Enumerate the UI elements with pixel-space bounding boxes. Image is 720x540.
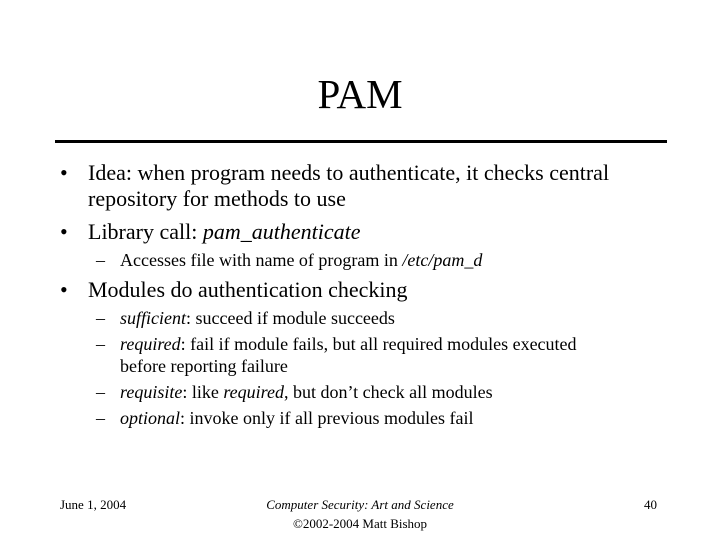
slide-title: PAM [317,71,403,117]
page-number: 40 [644,497,657,512]
bullet-marker: • [60,277,68,302]
bullet-1-line-2: repository for methods to use [88,186,346,211]
dash-marker: – [96,382,105,402]
module-desc: : like [182,382,224,402]
bullet-1-line-1: Idea: when program needs to authenticate, it checks central [88,160,610,185]
footer-copyright: ©2002-2004 Matt Bishop [292,516,428,531]
module-term: optional [120,408,181,428]
module-sufficient [120,307,395,329]
bullet-marker: • [60,219,68,244]
module-desc: : invoke only if all previous modules fail [180,408,474,428]
module-optional [120,407,473,429]
dash-marker: – [96,408,105,428]
title-rule [55,140,667,143]
bullet-2-label: Library call: [88,219,203,244]
bullet-2-sub-prefix: Accesses file with name of program in [120,250,403,270]
module-required-cont: before reporting failure [120,356,288,376]
bullet-2-text [88,219,360,245]
module-term: sufficient [120,308,186,328]
module-desc: : succeed if module succeeds [186,308,395,328]
bullet-2-sub-path: /etc/pam_d [402,250,483,270]
footer-date: June 1, 2004 [60,497,127,512]
dash-marker: – [96,334,105,354]
module-desc: : fail if module fails, but all required modules executed [180,334,577,354]
bullet-2-sub [120,249,482,271]
module-term-ref: required [223,382,284,402]
footer-book: Computer Security: Art and Science [266,497,454,512]
bullet-marker: • [60,160,68,185]
dash-marker: – [96,250,105,270]
module-required [120,333,577,355]
module-term: required [120,334,181,354]
module-term: requisite [120,382,183,402]
bullet-3-text: Modules do authentication checking [88,277,408,302]
module-desc: , but don’t check all modules [283,382,493,402]
module-requisite [120,381,493,403]
bullet-2-call: pam_authenticate [202,219,361,244]
dash-marker: – [96,308,105,328]
